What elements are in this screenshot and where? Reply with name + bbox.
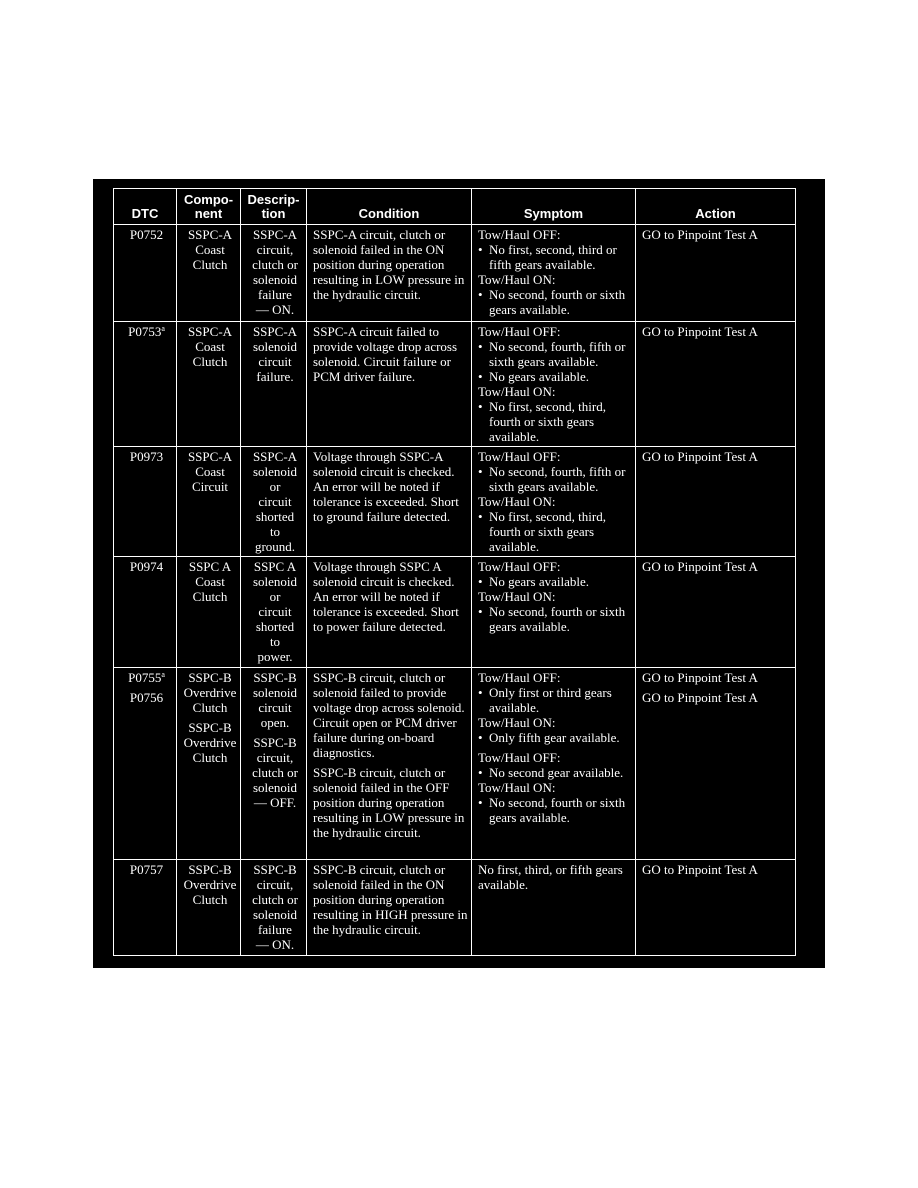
dtc-code: P0756 — [129, 690, 164, 705]
component-text: SSPC-B Overdrive Clutch — [183, 670, 237, 715]
component-cell — [177, 225, 241, 322]
action-entry — [642, 559, 792, 574]
table-row — [114, 668, 796, 860]
symptom-bullet: • Only fifth gear available. — [478, 730, 632, 745]
description-cell — [241, 860, 307, 956]
component-cell — [177, 447, 241, 557]
action-cell — [636, 447, 796, 557]
symptom-cell — [472, 860, 636, 956]
action-cell — [636, 860, 796, 956]
component-entry — [183, 720, 237, 765]
action-cell — [636, 668, 796, 860]
table-row — [114, 322, 796, 447]
description-cell — [241, 557, 307, 668]
footnote-marker: a — [161, 324, 165, 333]
dtc-entry — [120, 324, 173, 339]
action-entry — [642, 449, 792, 464]
dtc-code-cell — [114, 557, 177, 668]
description-entry — [247, 670, 303, 730]
action-text: GO to Pinpoint Test A — [642, 690, 758, 705]
dtc-table-panel — [93, 179, 825, 968]
description-text: SSPC-B solenoid circuit open. — [252, 670, 298, 730]
dtc-entry — [120, 670, 173, 685]
action-text: GO to Pinpoint Test A — [642, 670, 758, 685]
symptom-entry — [478, 324, 632, 444]
symptom-entry — [478, 227, 632, 317]
header-description: Descrip- tion — [241, 189, 307, 225]
action-text: GO to Pinpoint Test A — [642, 862, 758, 877]
condition-text: SSPC-B circuit, clutch or solenoid failed to provide voltage drop across solenoid. Circuit open or PCM driver failure during on-board diagnostics. — [313, 670, 465, 760]
condition-entry — [313, 559, 468, 634]
dtc-code-cell — [114, 322, 177, 447]
component-entry — [183, 227, 237, 272]
condition-cell — [307, 225, 472, 322]
symptom-entry — [478, 559, 632, 634]
symptom-cell — [472, 557, 636, 668]
symptom-cell — [472, 322, 636, 447]
condition-entry — [313, 670, 468, 760]
action-cell — [636, 557, 796, 668]
component-entry — [183, 559, 237, 604]
dtc-code: P0974 — [129, 559, 164, 574]
condition-entry — [313, 765, 468, 840]
symptom-bullet: • No second, fourth or sixth gears available. — [478, 604, 632, 634]
symptom-heading: Tow/Haul ON: — [478, 715, 556, 730]
symptom-heading: Tow/Haul OFF: — [478, 227, 561, 242]
dtc-code: P0973 — [129, 449, 164, 464]
description-text: SSPC A solenoid or circuit shorted to power. — [252, 559, 298, 664]
description-text: SSPC-A circuit, clutch or solenoid failure — ON. — [252, 227, 298, 317]
header-dtc: DTC — [114, 189, 177, 225]
action-entry — [642, 690, 792, 705]
symptom-heading: Tow/Haul ON: — [478, 494, 556, 509]
component-cell — [177, 322, 241, 447]
symptom-bullet: • No gears available. — [478, 369, 632, 384]
symptom-cell — [472, 447, 636, 557]
action-text: GO to Pinpoint Test A — [642, 324, 758, 339]
symptom-bullet: • No second, fourth or sixth gears available. — [478, 795, 632, 825]
dtc-code-cell — [114, 447, 177, 557]
header-condition: Condition — [307, 189, 472, 225]
component-entry — [183, 324, 237, 369]
component-cell — [177, 557, 241, 668]
dtc-code: P0753 — [128, 324, 162, 339]
description-cell — [241, 668, 307, 860]
dtc-code: P0755 — [128, 670, 162, 685]
table-row — [114, 557, 796, 668]
header-component: Compo- nent — [177, 189, 241, 225]
action-cell — [636, 225, 796, 322]
dtc-entry — [120, 690, 173, 705]
symptom-heading: Tow/Haul OFF: — [478, 559, 561, 574]
symptom-cell — [472, 225, 636, 322]
description-text: SSPC-A solenoid circuit failure. — [252, 324, 298, 384]
condition-entry — [313, 324, 468, 384]
table-header-row — [114, 189, 796, 225]
component-text: SSPC-B Overdrive Clutch — [183, 720, 237, 765]
description-entry — [247, 449, 303, 554]
description-entry — [247, 227, 303, 317]
condition-cell — [307, 447, 472, 557]
symptom-heading: Tow/Haul ON: — [478, 384, 556, 399]
description-cell — [241, 447, 307, 557]
description-text: SSPC-B circuit, clutch or solenoid failure — ON. — [252, 862, 298, 952]
component-text: SSPC-A Coast Circuit — [187, 449, 233, 494]
component-cell — [177, 668, 241, 860]
component-entry — [183, 449, 237, 494]
condition-text: SSPC-A circuit failed to provide voltage drop across solenoid. Circuit failure or PCM driver failure. — [313, 324, 458, 384]
condition-text: Voltage through SSPC-A solenoid circuit is checked. An error will be noted if tolerance is exceeded. Short to ground failure detected. — [313, 449, 459, 524]
description-text: SSPC-A solenoid or circuit shorted to ground. — [252, 449, 298, 554]
description-entry — [247, 862, 303, 952]
action-entry — [642, 227, 792, 242]
condition-cell — [307, 860, 472, 956]
dtc-table — [113, 188, 796, 956]
table-row — [114, 447, 796, 557]
symptom-entry — [478, 670, 632, 745]
symptom-bullet: • Only first or third gears available. — [478, 685, 632, 715]
action-entry — [642, 862, 792, 877]
symptom-heading: Tow/Haul OFF: — [478, 670, 561, 685]
symptom-heading: Tow/Haul ON: — [478, 780, 556, 795]
symptom-bullet: • No gears available. — [478, 574, 632, 589]
dtc-code-cell — [114, 668, 177, 860]
description-text: SSPC-B circuit, clutch or solenoid — OFF. — [252, 735, 298, 810]
symptom-heading: Tow/Haul OFF: — [478, 449, 561, 464]
dtc-code-cell — [114, 860, 177, 956]
dtc-code: P0752 — [129, 227, 164, 242]
component-text: SSPC-A Coast Clutch — [187, 324, 233, 369]
condition-entry — [313, 862, 468, 937]
condition-cell — [307, 322, 472, 447]
action-text: GO to Pinpoint Test A — [642, 227, 758, 242]
action-text: GO to Pinpoint Test A — [642, 449, 758, 464]
condition-text: Voltage through SSPC A solenoid circuit is checked. An error will be noted if tolerance is exceeded. Short to power failure detected. — [313, 559, 459, 634]
condition-cell — [307, 668, 472, 860]
symptom-entry — [478, 862, 632, 892]
footnote-marker: a — [161, 670, 165, 679]
condition-entry — [313, 449, 468, 524]
description-entry — [247, 324, 303, 384]
table-row — [114, 860, 796, 956]
component-entry — [183, 862, 237, 907]
action-entry — [642, 324, 792, 339]
action-cell — [636, 322, 796, 447]
dtc-entry — [120, 862, 173, 877]
description-entry — [247, 735, 303, 810]
header-symptom: Symptom — [472, 189, 636, 225]
symptom-entry — [478, 449, 632, 554]
dtc-code: P0757 — [129, 862, 164, 877]
component-entry — [183, 670, 237, 715]
action-entry — [642, 670, 792, 685]
symptom-bullet: • No first, second, third or fifth gears available. — [478, 242, 632, 272]
symptom-bullet: • No first, second, third, fourth or sixth gears available. — [478, 509, 632, 554]
dtc-entry — [120, 449, 173, 464]
condition-text: SSPC-B circuit, clutch or solenoid failed in the ON position during operation resulting in HIGH pressure in the hydraulic circuit. — [313, 862, 468, 937]
condition-cell — [307, 557, 472, 668]
condition-text: SSPC-B circuit, clutch or solenoid failed in the OFF position during operation resulting in LOW pressure in the hydraulic circuit. — [313, 765, 465, 840]
dtc-entry — [120, 227, 173, 242]
symptom-heading: Tow/Haul ON: — [478, 589, 556, 604]
symptom-bullet: • No first, second, third, fourth or sixth gears available. — [478, 399, 632, 444]
symptom-heading: Tow/Haul ON: — [478, 272, 556, 287]
component-text: SSPC-B Overdrive Clutch — [183, 862, 237, 907]
symptom-bullet: • No second gear available. — [478, 765, 632, 780]
symptom-bullet: • No second, fourth, fifth or sixth gears available. — [478, 464, 632, 494]
symptom-bullet: • No second, fourth, fifth or sixth gears available. — [478, 339, 632, 369]
component-cell — [177, 860, 241, 956]
table-row — [114, 225, 796, 322]
symptom-bullet: • No second, fourth or sixth gears available. — [478, 287, 632, 317]
description-entry — [247, 559, 303, 664]
symptom-heading: Tow/Haul OFF: — [478, 324, 561, 339]
dtc-entry — [120, 559, 173, 574]
component-text: SSPC-A Coast Clutch — [187, 227, 233, 272]
description-cell — [241, 322, 307, 447]
symptom-entry — [478, 750, 632, 825]
symptom-cell — [472, 668, 636, 860]
symptom-heading: Tow/Haul OFF: — [478, 750, 561, 765]
condition-entry — [313, 227, 468, 302]
description-cell — [241, 225, 307, 322]
action-text: GO to Pinpoint Test A — [642, 559, 758, 574]
header-action: Action — [636, 189, 796, 225]
component-text: SSPC A Coast Clutch — [188, 559, 232, 604]
condition-text: SSPC-A circuit, clutch or solenoid failed in the ON position during operation resulting in LOW pressure in the hydraulic circuit. — [313, 227, 465, 302]
dtc-code-cell — [114, 225, 177, 322]
symptom-heading: No first, third, or fifth gears available. — [478, 862, 623, 892]
